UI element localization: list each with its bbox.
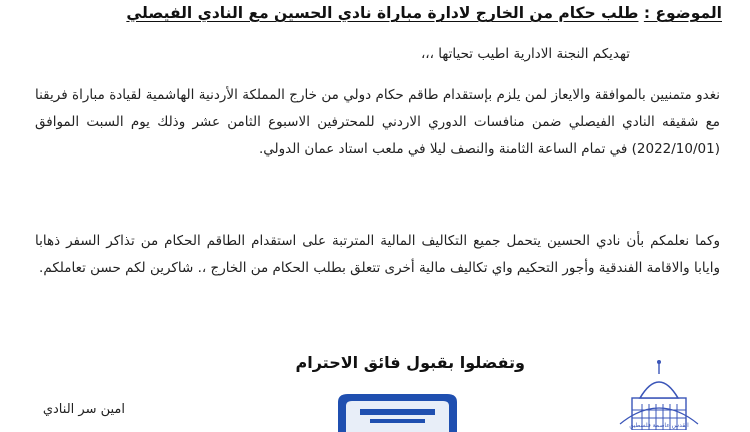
- seal-caption: القدس عاصمة فلسطين: [629, 422, 689, 429]
- letter-paragraph-1: نغدو متمنيين بالموافقة والايعاز لمن يلزم بإستقدام طاقم حكام دولي من خارج المملكة الأردنية الهاشمية لقيادة مباراة فريقنا مع شقيقه النادي الفيصلي ضمن منافسات الدوري الاردني للمحترفين الاسبوع الثامن عشر وذلك يوم السبت الموافق (2022/10/01) في تمام الساعة الثامنة والنصف ليلا في ملعب استاد عمان الدولي.: [35, 87, 720, 157]
- seal-logo: [618, 358, 700, 430]
- letter-closing: وتفضلوا بقبول فائق الاحترام: [295, 353, 525, 372]
- letter-subject: [40, 2, 722, 24]
- letter-greeting: تهديكم النجنة الادارية اطيب تحياتها ،،،: [420, 46, 630, 62]
- club-logo: [330, 392, 465, 432]
- subject-text: طلب حكام من الخارج لادارة مباراة نادي الحسين مع النادي الفيصلي: [126, 4, 639, 22]
- signatory-title: امين سر النادي: [42, 402, 125, 417]
- subject-label: الموضوع :: [643, 4, 722, 22]
- letter-paragraph-2: وكما نعلمكم بأن نادي الحسين يتحمل جميع التكاليف المالية المترتبة على استقدام الطاقم الحكام من تذاكر السفر ذهابا وايابا والاقامة الفندقية وأجور التحكيم واي تكاليف مالية أخرى تتعلق بطلب الحكام من الخارج ،. شاكرين لكم حسن تعاملكم.: [35, 233, 720, 276]
